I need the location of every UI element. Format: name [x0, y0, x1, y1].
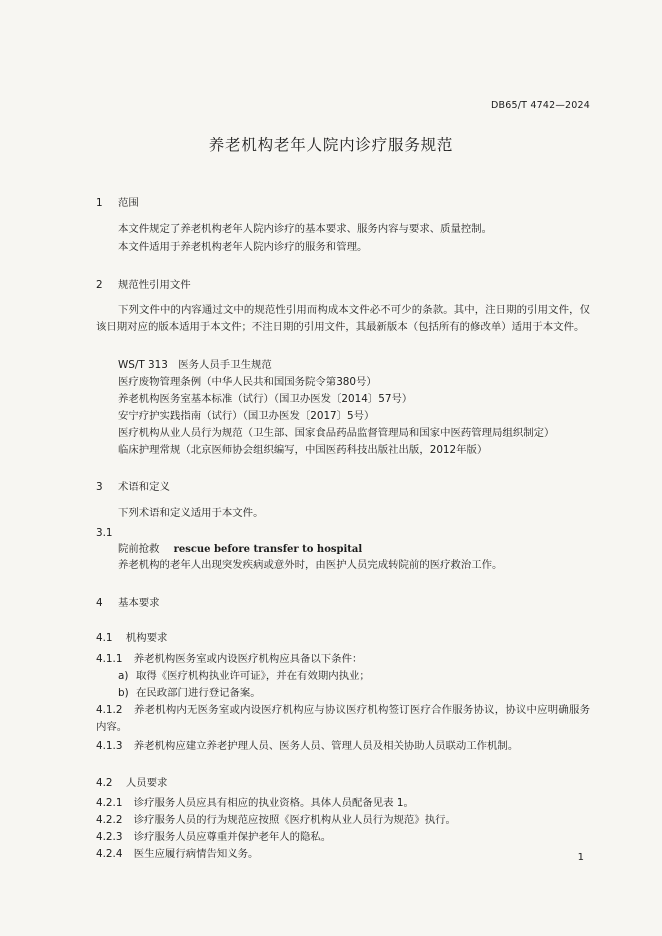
- clause: [96, 846, 258, 863]
- section-title: 范围: [117, 197, 139, 209]
- clause-number: 4.2.3: [96, 831, 123, 843]
- paragraph: 本文件规定了养老机构老年人院内诊疗的基本要求、服务内容与要求、质量控制。: [118, 223, 493, 235]
- paragraph: 下列术语和定义适用于本文件。: [118, 507, 264, 519]
- paragraph: 下列文件中的内容通过文中的规范性引用而构成本文件必不可少的条款。其中，注日期的引用文件，仅该日期对应的版本适用于本文件；不注日期的引用文件，其最新版本（包括所有的修改单）适用于本文件。: [96, 304, 590, 333]
- clause: [96, 812, 456, 829]
- term-number: 3.1: [96, 527, 113, 539]
- clause-number: 4.1.1: [96, 653, 123, 665]
- list-marker: a): [118, 670, 129, 682]
- clause-number: 4.2.4: [96, 848, 123, 860]
- term-entry: [118, 541, 362, 558]
- clause: [96, 738, 518, 755]
- list-text: 取得《医疗机构执业许可证》，并在有效期内执业；: [136, 670, 370, 682]
- clause-number: 4.1.3: [96, 740, 123, 752]
- clause-text: 诊疗服务人员应尊重并保护老年人的隐私。: [133, 831, 332, 843]
- clause-number: 4.1.2: [96, 704, 123, 716]
- term-chinese: 院前抢救: [118, 543, 160, 555]
- subsection-heading: [96, 774, 167, 789]
- reference-item: 安宁疗护实践指南（试行）（国卫办医发〔2017〕5号）: [118, 410, 375, 422]
- subsection-number: 4.2: [96, 777, 113, 789]
- clause-text: 养老机构内无医务室或内设医疗机构应与协议医疗机构签订医疗合作服务协议，协议中应明确服务内容。: [96, 704, 590, 733]
- section-title: 术语和定义: [117, 481, 170, 493]
- list-text: 在民政部门进行登记备案。: [136, 687, 261, 699]
- reference-item: 医疗机构从业人员行为规范（卫生部、国家食品药品监督管理局和国家中医药管理局组织制定）: [118, 427, 555, 439]
- section-heading-scope: [96, 194, 139, 209]
- section-number: 2: [96, 279, 103, 291]
- clause-number: 4.2.2: [96, 814, 123, 826]
- list-item: [118, 668, 370, 685]
- list-marker: b): [118, 687, 129, 699]
- section-number: 4: [96, 597, 103, 609]
- clause: [96, 651, 362, 668]
- paragraph: 本文件适用于养老机构老年人院内诊疗的服务和管理。: [118, 241, 368, 253]
- section-title: 规范性引用文件: [117, 279, 191, 291]
- reference-item: 医疗废物管理条例（中华人民共和国国务院令第380号）: [118, 376, 377, 388]
- clause-text: 养老机构应建立养老护理人员、医务人员、管理人员及相关协助人员联动工作机制。: [133, 740, 519, 752]
- subsection-heading: [96, 629, 167, 644]
- reference-item: 养老机构医务室基本标准（试行）（国卫办医发〔2014〕57号）: [118, 393, 413, 405]
- section-number: 1: [96, 197, 103, 209]
- section-title: 基本要求: [117, 597, 160, 609]
- subsection-title: 人员要求: [125, 777, 168, 789]
- clause-text: 养老机构医务室或内设医疗机构应具备以下条件：: [133, 653, 363, 665]
- clause: [96, 795, 414, 812]
- section-heading-terms: [96, 478, 170, 493]
- subsection-number: 4.1: [96, 632, 113, 644]
- clause: [96, 702, 590, 736]
- page-number: 1: [577, 852, 584, 863]
- standard-code: DB65/T 4742—2024: [491, 100, 590, 111]
- clause-number: 4.2.1: [96, 797, 123, 809]
- document-title: 养老机构老年人院内诊疗服务规范: [208, 136, 454, 154]
- clause-text: 诊疗服务人员的行为规范应按照《医疗机构从业人员行为规范》执行。: [133, 814, 456, 826]
- clause-text: 诊疗服务人员应具有相应的执业资格。具体人员配备见表 1。: [133, 797, 414, 809]
- term-definition: 养老机构的老年人出现突发疾病或意外时，由医护人员完成转院前的医疗救治工作。: [118, 559, 503, 571]
- clause-text: 医生应履行病情告知义务。: [133, 848, 259, 860]
- section-heading-normative: [96, 276, 191, 291]
- reference-item: WS/T 313 医务人员手卫生规范: [118, 359, 272, 371]
- reference-item: 临床护理常规（北京医师协会组织编写，中国医药科技出版社出版，2012年版）: [118, 444, 488, 456]
- section-heading-basic: [96, 594, 160, 609]
- term-english: rescue before transfer to hospital: [173, 544, 363, 555]
- subsection-title: 机构要求: [125, 632, 168, 644]
- section-number: 3: [96, 481, 103, 493]
- clause: [96, 829, 331, 846]
- list-item: [118, 685, 261, 702]
